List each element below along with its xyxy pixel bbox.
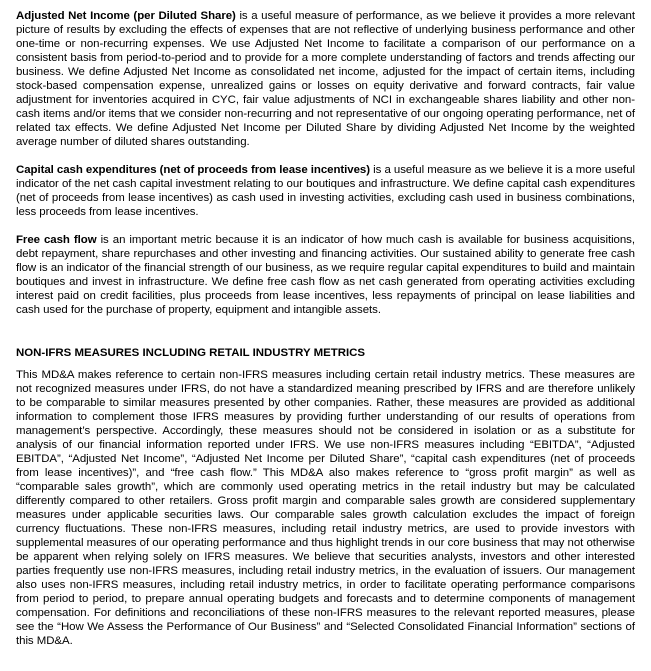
capital-cash-expenditures-paragraph [16,163,635,219]
free-cash-flow-text: is an important metric because it is an indicator of how much cash is available for business acquisitions, debt repayment, share repurchases and other investing and financing activities. Our sustained ability to generate free cash flow is an indicator of the financial strength of our business, as we require regular capital expenditures to build and maintain boutiques and invest in infrastructure. We define free cash flow as net cash generated from operating activities excluding interest paid on credit facilities, plus proceeds from lease incentives, less repayments of principal on lease liabilities and cash used for the purchase of property, equipment and intangible assets. [16,234,635,316]
free-cash-flow-paragraph [16,233,635,317]
adjusted-net-income-text: is a useful measure of performance, as we believe it provides a more relevant picture of results by excluding the effects of expenses that are not reflective of underlying business performance and other one-time or non-recurring expenses. We use Adjusted Net Income to facilitate a comparison of our performance on a consistent basis from period-to-period and to provide for a more complete understanding of factors and trends affecting our business. We define Adjusted Net Income as consolidated net income, adjusted for the impact of certain items, including stock-based compensation expense, unrealized gains or losses on equity derivative and forward contracts, fair value adjustment for inventories acquired in CYC, fair value adjustments of NCI in exchangeable shares liability and other non-cash items and/or items that we consider non-recurring and not representative of our ongoing operating performance, net of related tax effects. We define Adjusted Net Income per Diluted Share by dividing Adjusted Net Income by the weighted average number of diluted shares outstanding. [16,10,635,148]
section-heading: NON-IFRS MEASURES INCLUDING RETAIL INDUSTRY METRICS [16,347,366,359]
adjusted-net-income-term: Adjusted Net Income (per Diluted Share) [16,10,236,22]
non-ifrs-body-paragraph: This MD&A makes reference to certain non-IFRS measures including certain retail industry metrics. These measures are not recognized measures under IFRS, do not have a standardized meaning prescribed by IFRS and are therefore unlikely to be comparable to similar measures presented by other companies. Rather, these measures are provided as additional information to complement those IFRS measures by providing further understanding of our results of operations from management’s perspective. Accordingly, these measures should not be considered in isolation or as a substitute for analysis of our financial information reported under IFRS. We use non-IFRS measures including “EBITDA”, “Adjusted EBITDA”, “Adjusted Net Income”, “Adjusted Net Income per Diluted Share”, “capital cash expenditures (net of proceeds from lease incentives)”, and “free cash flow.” This MD&A also makes reference to “gross profit margin” as well as “comparable sales growth”, which are commonly used operating metrics in the retail industry but may be calculated differently compared to other retailers. Gross profit margin and comparable sales growth are considered supplementary measures under applicable securities laws. Our comparable sales growth calculation excludes the impact of foreign currency fluctuations. These non-IFRS measures, including retail industry metrics, are used to provide investors with supplemental measures of our operating performance and thus highlight trends in our core business that may not otherwise be apparent when relying solely on IFRS measures. We believe that securities analysts, investors and other interested parties frequently use non-IFRS measures, including retail industry metrics, in the evaluation of issuers. Our management also uses non-IFRS measures, including retail industry metrics, in order to facilitate operating performance comparisons from period to period, to prepare annual operating budgets and forecasts and to determine components of management compensation. For definitions and reconciliations of these non-IFRS measures to the relevant reported measures, please see the “How We Assess the Performance of Our Business” and “Selected Consolidated Financial Information” sections of this MD&A. [16,369,635,647]
free-cash-flow-term: Free cash flow [16,234,97,246]
capital-cash-expenditures-text: is a useful measure as we believe it is a more useful indicator of the net cash capital investment relating to our boutiques and infrastructure. We define capital cash expenditures (net of proceeds from lease incentives) as cash used in investing activities, excluding cash used in business combinations, less proceeds from lease incentives. [16,164,636,218]
adjusted-net-income-paragraph [16,9,635,149]
capital-cash-expenditures-term: Capital cash expenditures (net of proceeds from lease incentives) [16,164,371,176]
